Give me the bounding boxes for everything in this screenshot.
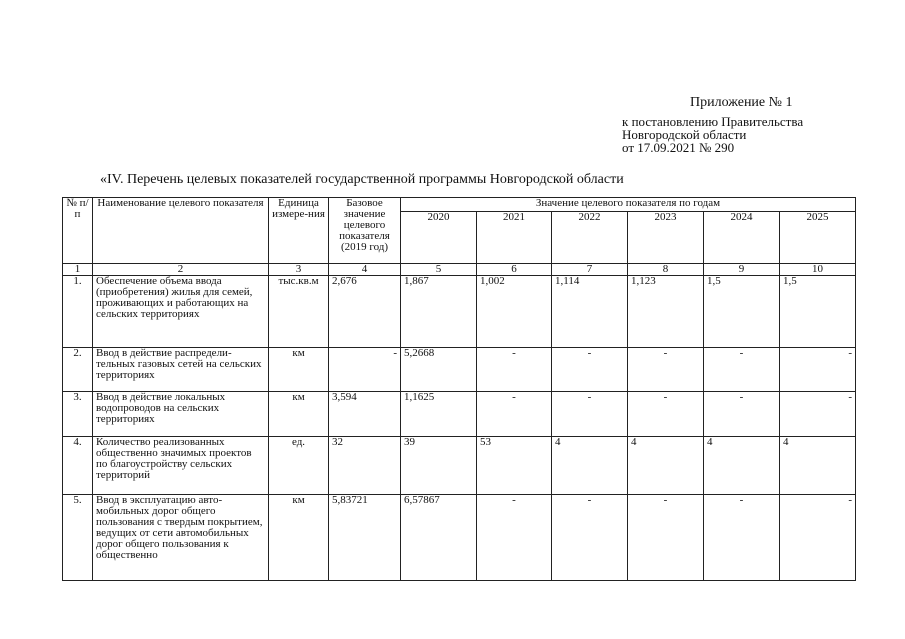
row-value: 5,2668 bbox=[401, 348, 477, 392]
row-num: 5. bbox=[63, 495, 93, 581]
column-number: 2 bbox=[93, 264, 269, 276]
header-base: Базовое значение целевого показателя (2019 год) bbox=[329, 198, 401, 264]
row-unit: км bbox=[269, 495, 329, 581]
decree-line: Новгородской области bbox=[622, 127, 747, 142]
row-value: 53 bbox=[477, 437, 552, 495]
row-value: - bbox=[780, 495, 856, 581]
row-value: - bbox=[552, 392, 628, 437]
row-base: 3,594 bbox=[329, 392, 401, 437]
column-number: 6 bbox=[477, 264, 552, 276]
column-number: 1 bbox=[63, 264, 93, 276]
row-unit: ед. bbox=[269, 437, 329, 495]
row-base: 32 bbox=[329, 437, 401, 495]
table-row bbox=[63, 495, 856, 581]
column-number: 10 bbox=[780, 264, 856, 276]
column-number: 4 bbox=[329, 264, 401, 276]
row-num: 4. bbox=[63, 437, 93, 495]
decree-reference bbox=[622, 115, 803, 154]
appendix-title: Приложение № 1 bbox=[690, 95, 793, 110]
row-value: - bbox=[628, 392, 704, 437]
column-number-row bbox=[63, 264, 856, 276]
column-number: 7 bbox=[552, 264, 628, 276]
row-value: 1,002 bbox=[477, 276, 552, 348]
decree-line: к постановлению Правительства bbox=[622, 114, 804, 129]
header-year: 2020 bbox=[401, 212, 477, 264]
header-unit: Единица измере-ния bbox=[269, 198, 329, 264]
row-value: - bbox=[704, 495, 780, 581]
row-base: 5,83721 bbox=[329, 495, 401, 581]
column-number: 5 bbox=[401, 264, 477, 276]
header-num: № п/п bbox=[63, 198, 93, 264]
row-value: - bbox=[628, 495, 704, 581]
header-year: 2023 bbox=[628, 212, 704, 264]
header-year: 2024 bbox=[704, 212, 780, 264]
row-value: 4 bbox=[628, 437, 704, 495]
row-value: - bbox=[477, 495, 552, 581]
decree-line: от 17.09.2021 № 290 bbox=[622, 140, 735, 155]
row-value: 1,867 bbox=[401, 276, 477, 348]
row-name: Количество реализованных общественно значимых проектов по благоустройству сельских территорий bbox=[93, 437, 269, 495]
header-years-group: Значение целевого показателя по годам bbox=[401, 198, 856, 212]
row-unit: км bbox=[269, 348, 329, 392]
row-name: Ввод в действие распредели-тельных газовых сетей на сельских территориях bbox=[93, 348, 269, 392]
column-number: 8 bbox=[628, 264, 704, 276]
row-value: 4 bbox=[780, 437, 856, 495]
row-value: 1,114 bbox=[552, 276, 628, 348]
row-value: 1,123 bbox=[628, 276, 704, 348]
row-value: - bbox=[477, 348, 552, 392]
column-number: 3 bbox=[269, 264, 329, 276]
row-value: - bbox=[552, 495, 628, 581]
row-value: - bbox=[704, 348, 780, 392]
row-unit: тыс.кв.м bbox=[269, 276, 329, 348]
row-num: 3. bbox=[63, 392, 93, 437]
row-value: 39 bbox=[401, 437, 477, 495]
row-value: 6,57867 bbox=[401, 495, 477, 581]
row-value: - bbox=[704, 392, 780, 437]
header-year: 2022 bbox=[552, 212, 628, 264]
table-row bbox=[63, 392, 856, 437]
row-value: - bbox=[552, 348, 628, 392]
row-unit: км bbox=[269, 392, 329, 437]
row-value: - bbox=[780, 392, 856, 437]
column-number: 9 bbox=[704, 264, 780, 276]
table-row bbox=[63, 437, 856, 495]
row-value: 1,1625 bbox=[401, 392, 477, 437]
row-value: 1,5 bbox=[780, 276, 856, 348]
row-name: Обеспечение объема ввода (приобретения) жилья для семей, проживающих и работающих на сельских территориях bbox=[93, 276, 269, 348]
row-base: - bbox=[329, 348, 401, 392]
row-num: 1. bbox=[63, 276, 93, 348]
row-name: Ввод в эксплуатацию авто-мобильных дорог общего пользования с твердым покрытием, ведущих от сети автомобильных дорог общего пользования к общественно bbox=[93, 495, 269, 581]
row-num: 2. bbox=[63, 348, 93, 392]
table-row bbox=[63, 276, 856, 348]
header-year: 2025 bbox=[780, 212, 856, 264]
section-title: «IV. Перечень целевых показателей государственной программы Новгородской области bbox=[100, 172, 624, 187]
indicators-table bbox=[62, 197, 856, 581]
row-value: - bbox=[477, 392, 552, 437]
header-year: 2021 bbox=[477, 212, 552, 264]
header-name: Наименование целевого показателя bbox=[93, 198, 269, 264]
row-name: Ввод в действие локальных водопроводов на сельских территориях bbox=[93, 392, 269, 437]
row-value: 1,5 bbox=[704, 276, 780, 348]
table-row bbox=[63, 348, 856, 392]
row-value: 4 bbox=[552, 437, 628, 495]
row-base: 2,676 bbox=[329, 276, 401, 348]
row-value: - bbox=[780, 348, 856, 392]
row-value: - bbox=[628, 348, 704, 392]
row-value: 4 bbox=[704, 437, 780, 495]
